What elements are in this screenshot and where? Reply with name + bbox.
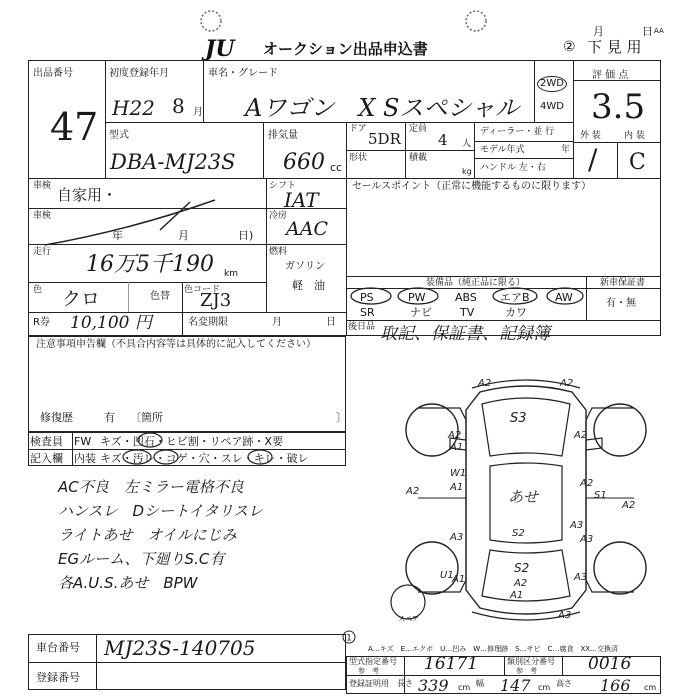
repair-has[interactable]: 有 [104, 411, 115, 424]
spare-label: スペア [398, 615, 419, 623]
height-label: 高さ [556, 679, 572, 688]
svg-text:1: 1 [346, 633, 352, 644]
transmission-4wd-option[interactable]: 4WD [540, 101, 564, 112]
inspection-label: 車検 [33, 181, 52, 191]
name-change-label: 名変期限 [188, 317, 228, 328]
name-change-month: 月 [272, 317, 282, 328]
equipment-circles [346, 286, 586, 306]
damage-mark: A1 [510, 590, 524, 601]
capacity-value[interactable]: 4 [438, 131, 448, 149]
hole-punch-left-icon [198, 8, 224, 34]
hole-punch-right-icon [463, 8, 489, 34]
color-swatch-label: 色替 [150, 291, 170, 302]
model-year-label: モデル年式 [480, 145, 525, 155]
lot-number-value[interactable]: 47 [50, 105, 99, 149]
mileage-value[interactable]: 16万5千190 [86, 252, 214, 277]
model-name-label: 車名・グレード [208, 68, 278, 79]
color-code-label: 色コード [184, 285, 221, 295]
equipment-airbag[interactable]: エアB [500, 291, 530, 304]
spare-wheel-icon [391, 585, 425, 619]
inspection-day-label: 日) [238, 229, 254, 242]
remark-line[interactable]: 各A.U.S.あせ BPW [58, 574, 198, 592]
damage-mark: A2 [406, 486, 420, 497]
mileage-label: 走行 [33, 247, 52, 257]
model-name-value[interactable]: Aワゴン X Sスペシャル [245, 94, 520, 122]
repair-place-close: 〕 [336, 411, 347, 424]
door-value[interactable]: 5DR [368, 130, 401, 148]
width-unit: cm [538, 683, 551, 692]
copy-mark: ② [563, 39, 576, 55]
color-code-value[interactable]: ZJ3 [200, 290, 232, 311]
equipment-label: 装備品（純正品に限る） [426, 278, 526, 288]
remark-line[interactable]: ライトあせ オイルにじみ [58, 526, 237, 544]
damage-mark: あせ [508, 488, 539, 506]
damage-mark: S2 [512, 528, 525, 539]
ju-logo: JU [205, 36, 235, 62]
inspection-month-label: 月 [178, 229, 189, 242]
lot-number-label: 出品番号 [33, 68, 73, 79]
fuel-gasoline-option[interactable]: ガソリン [285, 261, 325, 272]
capacity-label: 定員 [409, 124, 428, 134]
damage-mark: A2 [514, 578, 528, 589]
rating-value[interactable]: 3.5 [591, 87, 646, 127]
inspector-circles [120, 432, 320, 466]
handle-label: ハンドル 左・右 [480, 163, 546, 173]
header-month-label: 月 [593, 25, 604, 38]
load-unit: kg [462, 167, 472, 176]
entry-label: 記入欄 [30, 452, 63, 465]
damage-mark: A3 [450, 532, 464, 543]
model-year-unit: 年 [561, 145, 571, 155]
interior-label: 内 装 [624, 131, 645, 141]
width-label: 幅 [476, 679, 484, 688]
inspector-text: キズ・凹石・ヒビ割・リペア跡・X要 [100, 435, 284, 448]
first-reg-month-value[interactable]: 8 [172, 94, 185, 118]
remarks-block [28, 466, 346, 626]
interior-value[interactable]: C [629, 150, 646, 175]
damage-legend: A…キズ E…エクボ U…凹み W…修理跡 S…サビ C…腐食 XX…交換済 [368, 645, 619, 653]
damage-mark: A2 [448, 430, 462, 441]
form-title: オークション出品申込書 [263, 40, 428, 58]
chassis-value[interactable]: MJ23S-140705 [104, 636, 256, 660]
capacity-unit: 人 [462, 139, 472, 149]
equipment-navi[interactable]: ナビ [410, 306, 432, 319]
wheel-rear-right-icon [594, 542, 646, 594]
damage-mark: W1 [450, 468, 467, 479]
load-label: 積載 [409, 153, 428, 163]
remark-line[interactable]: ハンスレ Dシートイタリスレ [58, 502, 264, 520]
header [0, 0, 700, 60]
displacement-label: 排気量 [268, 130, 298, 141]
damage-mark: A3 [580, 534, 594, 545]
selling-point-label: セールスポイント（正常に機能するものに限ります） [352, 181, 592, 192]
rating-label: 評 価 点 [592, 70, 629, 81]
recycle-label: R券 [33, 317, 50, 328]
entry-interior: 内装 [74, 452, 96, 465]
damage-mark: U1 [440, 570, 454, 581]
shift-label: シフト [269, 181, 297, 191]
transmission-2wd-option[interactable]: 2WD [537, 76, 567, 92]
category-value[interactable]: 0016 [588, 654, 632, 674]
type-cert-value[interactable]: 16171 [424, 654, 479, 674]
header-day-label: 日 [642, 25, 653, 38]
copy-label: 下 見 用 [587, 38, 642, 56]
damage-mark: A3 [570, 520, 584, 531]
chassis-label: 車台番号 [36, 641, 80, 654]
shift-value[interactable]: IAT [284, 188, 319, 212]
color-label: 色 [33, 285, 43, 295]
equipment-leather[interactable]: カワ [505, 306, 527, 319]
warranty-label: 新車保証書 [600, 278, 646, 288]
color-value[interactable]: クロ [62, 288, 101, 310]
damage-mark: A2 [560, 378, 574, 389]
category-label: 類別区分番号 [507, 657, 555, 666]
height-unit: cm [644, 683, 657, 692]
exterior-value[interactable]: / [588, 143, 598, 176]
repair-label: 修復歴 [40, 411, 73, 424]
damage-mark: A2 [574, 430, 588, 441]
remark-line[interactable]: AC不良 左ミラー電格不良 [58, 478, 244, 496]
category-ref: 参 考 [516, 667, 537, 675]
type-cert-ref: 参 考 [358, 667, 379, 675]
length-unit: cm [458, 683, 471, 692]
height-value[interactable]: 166 [600, 676, 631, 695]
damage-mark: A2 [478, 378, 492, 389]
header-aa-label: AA [654, 27, 664, 35]
equipment-abs[interactable]: ABS [455, 291, 477, 304]
mileage-unit: km [224, 269, 238, 279]
damage-mark: S3 [510, 411, 527, 426]
type-label: 型式 [109, 130, 129, 141]
equipment-tv[interactable]: TV [460, 306, 475, 319]
fuel-diesel-option[interactable]: 軽 油 [292, 279, 325, 292]
reg-number-label: 登録番号 [36, 671, 80, 684]
equipment-aw[interactable]: AW [555, 291, 573, 304]
notes-label: 注意事項申告欄（不具合内容等は具体的に記入してください） [36, 339, 316, 350]
equipment-ps[interactable]: PS [360, 291, 374, 304]
notes-frame [28, 336, 346, 432]
displacement-unit: cc [330, 161, 343, 174]
damage-mark: A2 [622, 500, 636, 511]
damage-mark: A1 [450, 482, 464, 493]
displacement-value[interactable]: 660 [283, 150, 325, 175]
attachments-label: 後日品 [348, 322, 376, 332]
damage-mark: S1 [594, 490, 607, 501]
first-reg-label: 初度登録年月 [109, 68, 169, 79]
attachments-value[interactable]: 取記、保証書、記録簿 [380, 324, 550, 344]
ac-value[interactable]: AAC [286, 218, 328, 240]
first-reg-month-suffix: 月 [193, 107, 203, 118]
inspection-strike-mark [40, 186, 240, 250]
damage-mark: A1 [450, 442, 464, 453]
usage-value[interactable]: 自家用・ [57, 186, 118, 204]
vehicle-inspection-label: 車検 [33, 211, 52, 221]
entry-text: キズ・汚レ・コゲ・穴・スレ・キレ・破レ [100, 452, 309, 465]
name-change-day: 日 [326, 317, 336, 328]
equipment-sr[interactable]: SR [360, 306, 375, 319]
repair-place: 〔箇所 [130, 411, 163, 424]
dims-label: 登録証明用 長さ [349, 679, 413, 688]
length-value[interactable]: 339 [418, 676, 449, 695]
warranty-value[interactable]: 有・無 [606, 298, 636, 309]
type-value[interactable]: DBA-MJ23S [110, 150, 236, 174]
damage-mark: A2 [580, 478, 594, 489]
inspector-fw: FW [74, 435, 92, 448]
first-reg-value[interactable]: H22 [112, 96, 155, 120]
damage-mark: A3 [558, 610, 572, 621]
chassis-check-icon [342, 630, 356, 644]
remark-line[interactable]: EGルーム、下廻りS.C有 [58, 550, 225, 568]
width-value[interactable]: 147 [500, 676, 531, 695]
ac-label: 冷房 [269, 211, 288, 221]
damage-mark: A1 [452, 574, 466, 585]
equipment-pw[interactable]: PW [408, 291, 426, 304]
car-damage-diagram [390, 370, 670, 630]
dealer-label: ディーラー・並 行 [480, 127, 555, 137]
damage-mark: A3 [574, 572, 588, 583]
recycle-value[interactable]: 10,100 円 [70, 313, 152, 333]
damage-mark: S2 [514, 561, 530, 575]
type-cert-label: 型式指定番号 [349, 657, 397, 666]
exterior-label: 外 装 [580, 131, 601, 141]
fuel-label: 燃料 [269, 247, 288, 257]
inspection-year-label: 年 [112, 229, 123, 242]
inspector-label: 検査員 [30, 435, 63, 448]
shape-label: 形状 [349, 153, 368, 163]
door-label: ドア [349, 124, 367, 134]
